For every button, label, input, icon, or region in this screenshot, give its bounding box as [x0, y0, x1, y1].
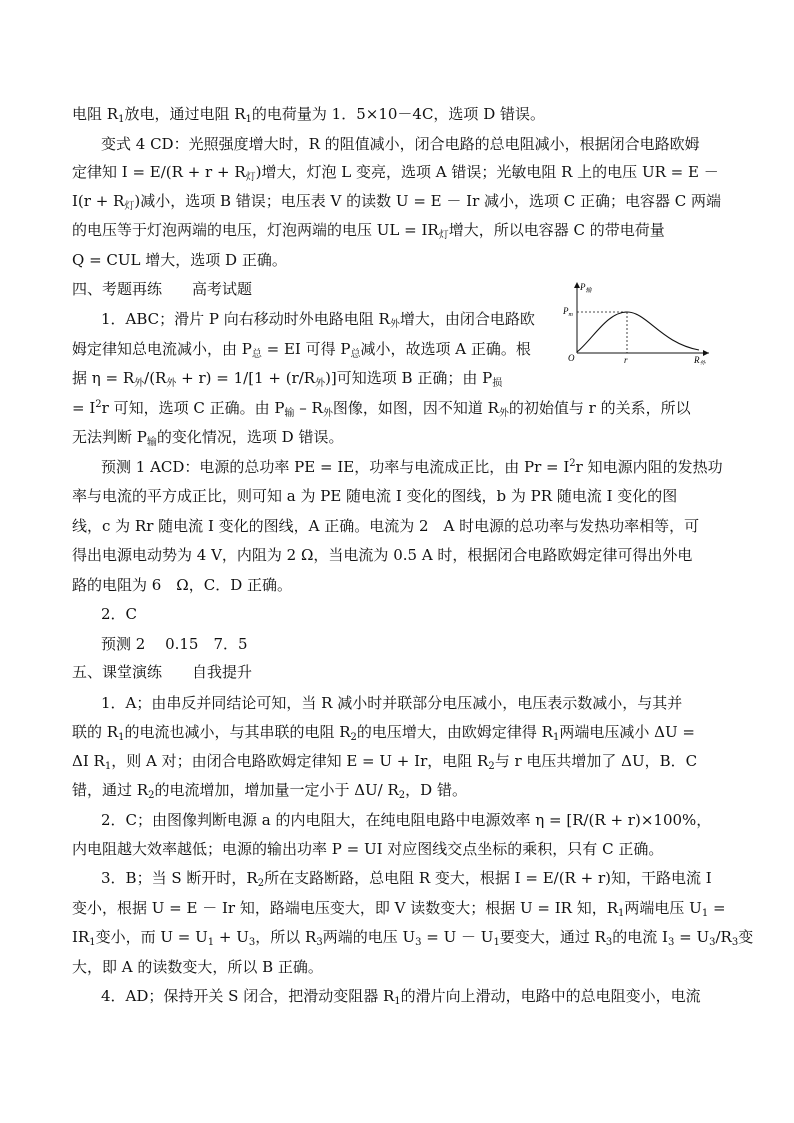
text-line-23: ΔI $R_1$，则 A 对；由闭合电路欧姆定律知 E = U + Ir，电阻 $R_2$与 r 电压共增加了 ΔU，B．C [72, 752, 698, 772]
text-line-6: Q = CUL 增大，选项 D 正确。 [72, 251, 287, 269]
text-line-5: 的电压等于灯泡两端的电压，灯泡两端的电压 UL = $IR_灯$增大，所以电容器 C 的带电荷量 [72, 221, 665, 241]
text-line-18: 2．C [101, 605, 138, 623]
text-line-4: $I(r + R_灯)$减小，选项 B 错误；电压表 V 的读数 U = E － Ir 减小，选项 C 正确；电容器 C 两端 [72, 192, 722, 212]
text-line-17: 路的电阻为 6 Ω，C．D 正确。 [72, 576, 293, 594]
text-line-28: 变小，根据 U = E － Ir 知，路端电压变大，即 V 读数变大；根据 U = IR 知，$R_1$两端电压 $U_1$ = [72, 899, 726, 919]
x-axis-label: $R_外$ [694, 355, 706, 365]
text-line-14: 率与电流的平方成正比，则可知 a 为 PE 随电流 I 变化的图线，b 为 PR 随电流 I 变化的图 [72, 487, 678, 505]
text-line-16: 得出电源电动势为 4 V，内阻为 2 Ω，当电流为 0.5 A 时，根据闭合电路欧姆定律可得出外电 [72, 546, 693, 564]
text-line-29: $IR_1$变小，而 $U = U_1 + U_3$，所以 $R_3$两端的电压 $U_3 = U - U_1$要变大，通过 $R_3$的电流 $I_3 = U_3/R_3$变 [72, 928, 754, 948]
text-line-15: 线，c 为 Rr 随电流 I 变化的图线，A 正确。电流为 2 A 时电源的总功率与发热功率相等，可 [72, 517, 700, 535]
x-axis-arrow [703, 350, 709, 356]
text-line-22: 联的 $R_1$的电流也减小，与其串联的电阻 $R_2$的电压增大，由欧姆定律得 $R_1$两端电压减小 ΔU = [72, 723, 695, 743]
x-tick-r: r [624, 355, 628, 365]
text-line-24: 错，通过 $R_2$的电流增加，增加量一定小于 ΔU/ $R_2$，D 错。 [72, 781, 467, 801]
peak-label: $P_m$ [563, 306, 573, 318]
text-line-30: 大，即 A 的读数变大，所以 B 正确。 [72, 958, 323, 976]
power-resistance-graph [563, 279, 713, 365]
section-heading-5: 五、课堂演练 自我提升 [72, 663, 253, 681]
origin-label: O [568, 353, 575, 363]
text-line-1: 电阻 $R_1$放电，通过电阻 $R_1$的电荷量为 1．5×10－4C，选项 D 错误。 [72, 105, 545, 125]
text-line-8: 1．ABC；滑片 P 向右移动时外电路电阻 $R_外$增大，由闭合电路欧 [101, 310, 535, 330]
text-line-3: 定律知 $I = E/(R + r + R_灯)$增大，灯泡 L 变亮，选项 A 错误；光敏电阻 R 上的电压 UR = E － [72, 163, 719, 183]
text-line-19: 预测 2 0.15 7．5 [101, 635, 248, 653]
text-line-21: 1．A；由串反并同结论可知，当 R 减小时并联部分电压减小，电压表示数减小，与其并 [101, 694, 683, 712]
text-line-10: 据 $\eta = R_外/(R_外 + r) = 1/[1 + (r/R_外)]$可知选项 B 正确；由 $P_损$ [72, 369, 503, 389]
text-line-13: 预测 1 ACD：电源的总功率 PE = IE，功率与电流成正比，由 $Pr = I^2r$ 知电源内阻的发热功 [101, 458, 723, 476]
text-line-2: 变式 4 CD：光照强度增大时，R 的阻值减小，闭合电路的总电阻减小，根据闭合电路欧姆 [101, 135, 700, 153]
text-line-27: 3．B；当 S 断开时，$R_2$所在支路断路，总电阻 R 变大，根据 I = E/(R + r)知，干路电流 I [101, 869, 712, 889]
text-line-12: 无法判断 $P_输$的变化情况，选项 D 错误。 [72, 428, 344, 448]
y-axis-label: $P_输$ [580, 282, 592, 294]
power-curve [577, 312, 699, 352]
section-heading-4: 四、考题再练 高考试题 [72, 280, 253, 298]
text-line-26: 内电阻越大效率越低；电源的输出功率 P = UI 对应图线交点坐标的乘积，只有 C 正确。 [72, 840, 664, 858]
text-line-9: 姆定律知总电流减小，由 $P_总$ = EI 可得 $P_总$减小，故选项 A 正确。根 [72, 340, 531, 360]
text-line-25: 2．C；由图像判断电源 a 的内电阻大，在纯电阻电路中电源效率 η = [R/(R + r)×100%， [101, 811, 712, 829]
text-line-31: 4．AD；保持开关 S 闭合，把滑动变阻器 $R_1$的滑片向上滑动，电路中的总电阻变小，电流 [101, 987, 701, 1007]
text-line-11: = $I^2r$ 可知，选项 C 正确。由 $P_输 - R_外$图像，如图，因不知道 $R_外$的初始值与 r 的关系，所以 [72, 399, 691, 419]
